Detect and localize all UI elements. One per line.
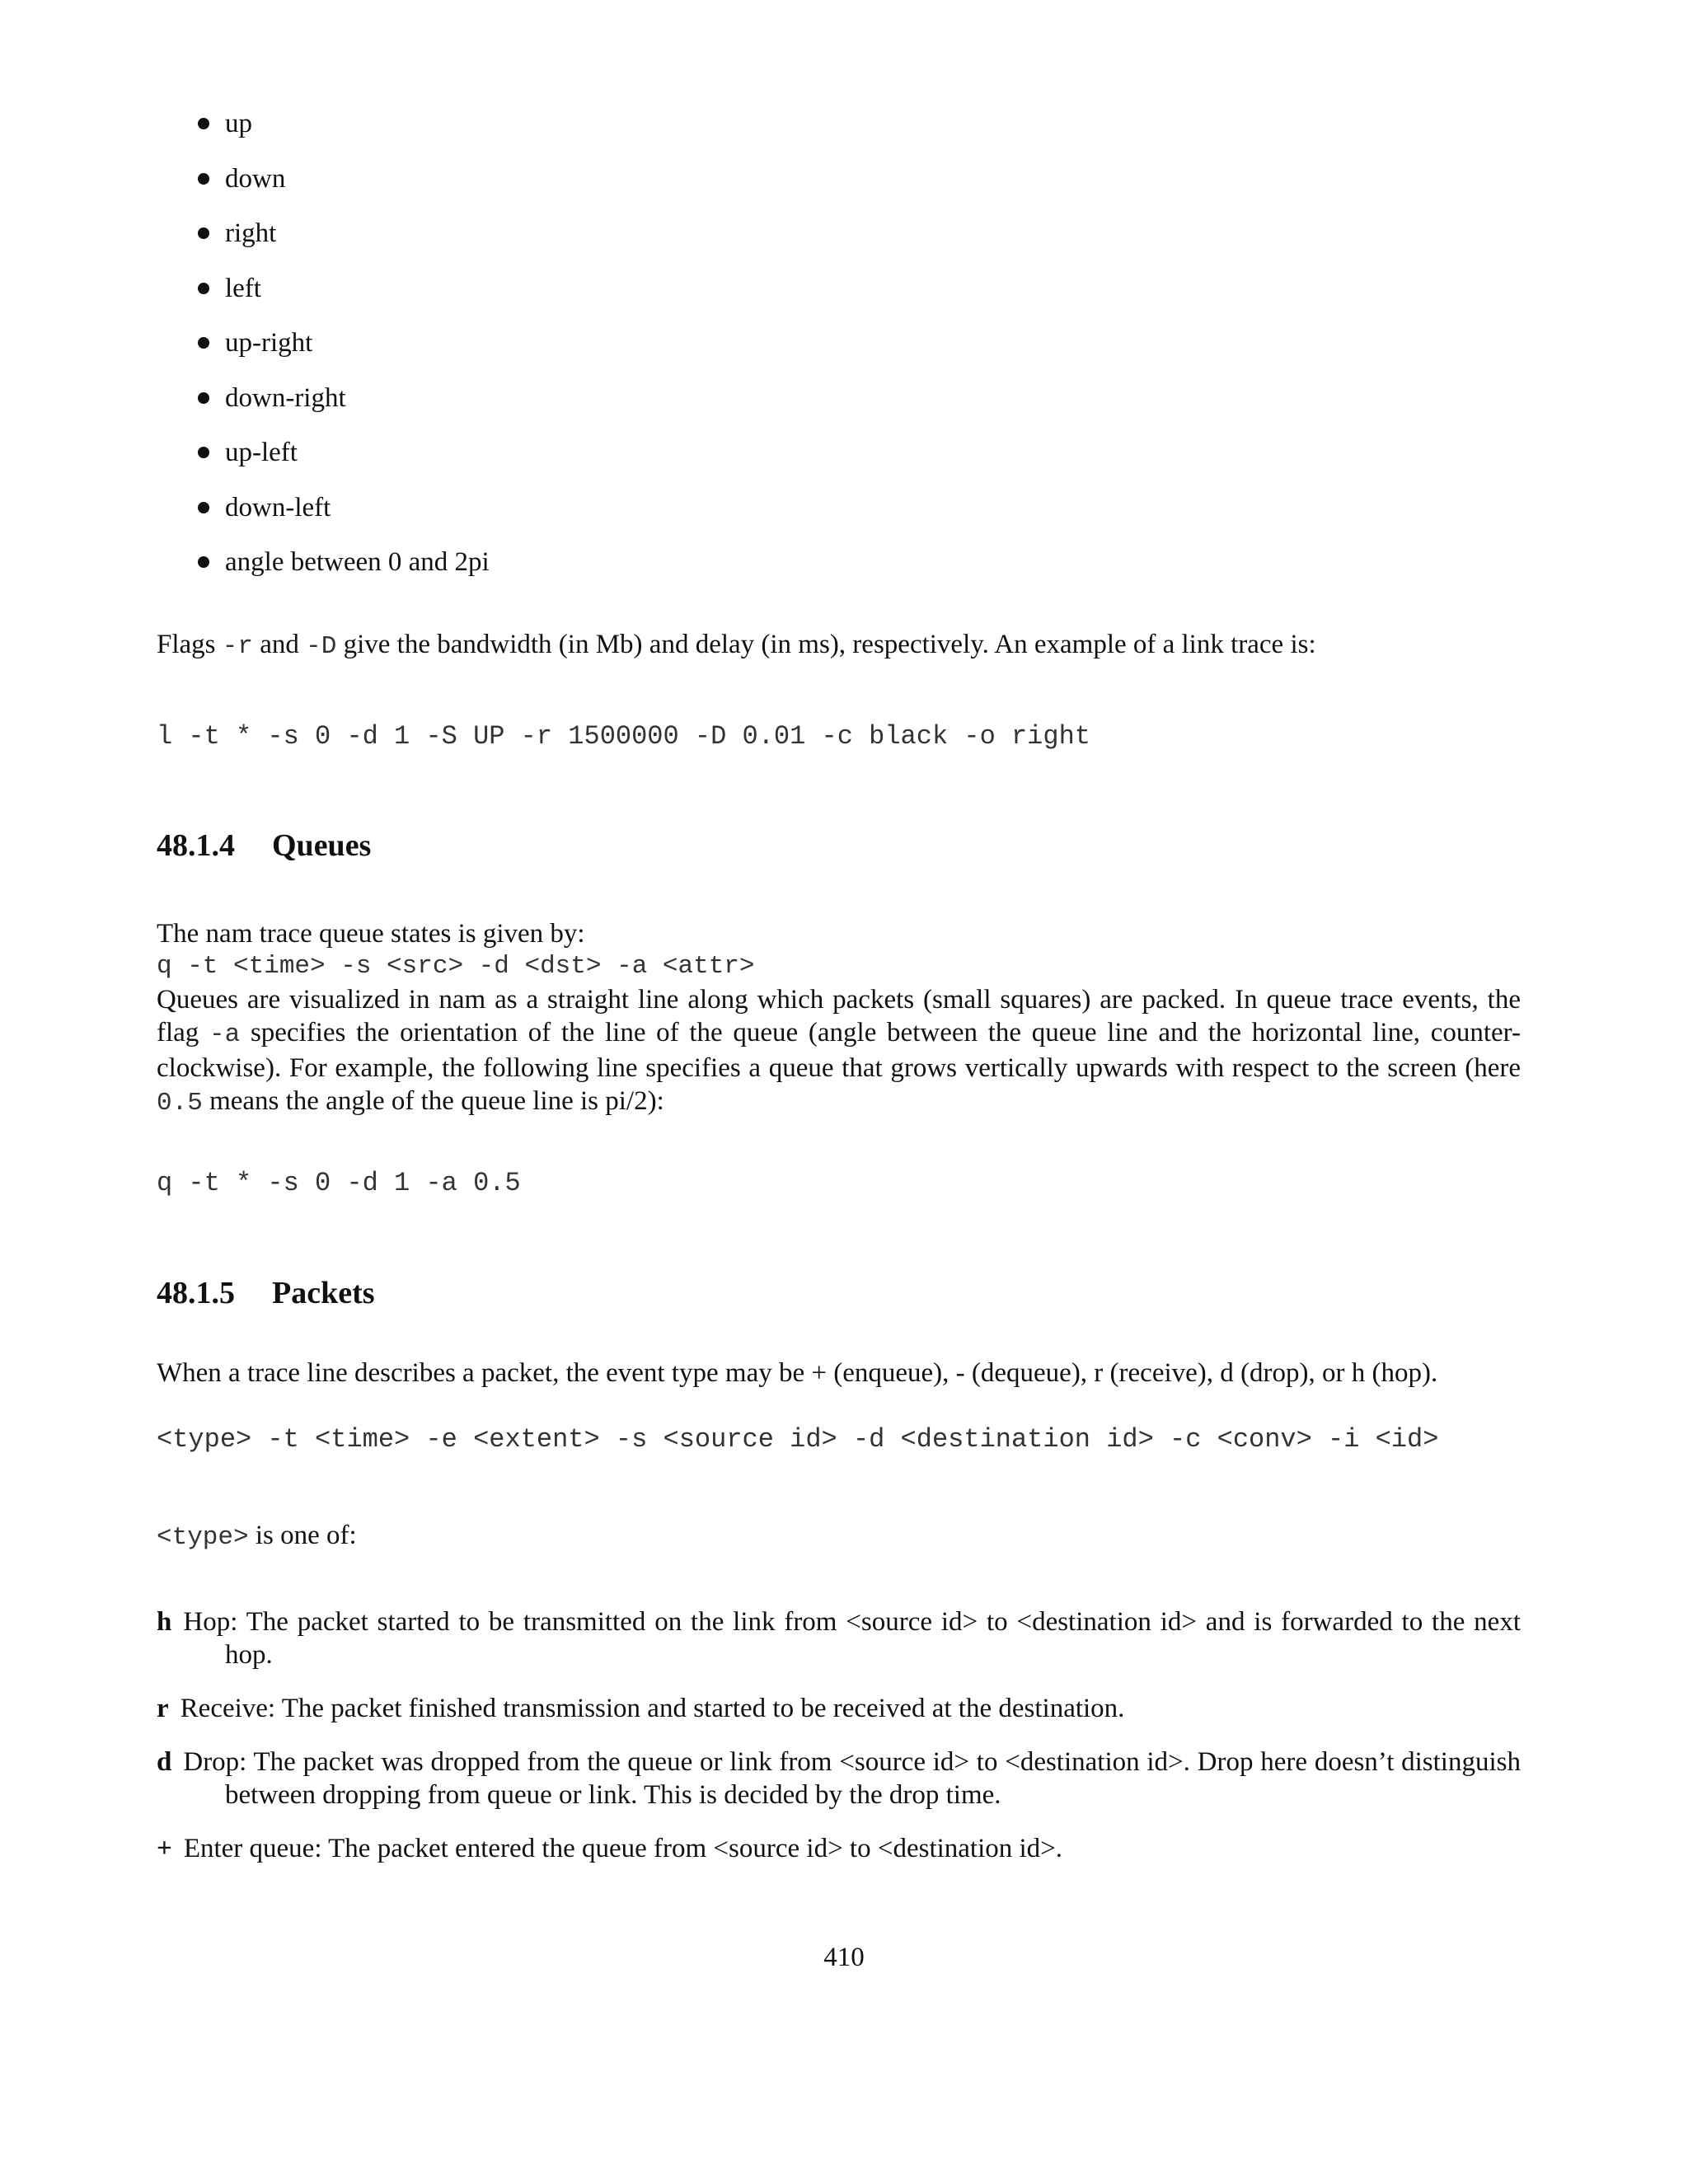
list-item-text: left (225, 273, 261, 303)
bullet-icon (198, 502, 209, 513)
bullet-icon (198, 227, 209, 239)
section-number: 48.1.4 (157, 828, 235, 863)
direction-list (198, 107, 490, 601)
type-entry-content (157, 1832, 1521, 1865)
list-item (198, 436, 490, 491)
type-entry-content (157, 1605, 1521, 1671)
queues-paragraph (157, 917, 1521, 1120)
packet-syntax: <type> -t <time> -e <extent> -s <source id> -d <destination id> -c <conv> -i <id> (157, 1424, 1439, 1455)
text-run: give the bandwidth (in Mb) and delay (in ms), respectively. An example of a link trace is: (336, 630, 1316, 659)
section-heading-packets (157, 1274, 1521, 1312)
list-item-text: up-right (225, 328, 313, 358)
queue-trace-example: q -t * -s 0 -d 1 -a 0.5 (157, 1168, 521, 1198)
text-run: specifies the orientation of the line of the queue (angle between the queue line and the horizontal line, counter-clockwise). For example, the following line specifies a queue that grows vertically upwards with respect to the screen (here (157, 1018, 1521, 1083)
queue-syntax: q -t <time> -s <src> -d <dst> -a <attr> (157, 952, 755, 981)
type-entry-enqueue (157, 1832, 1521, 1865)
type-term: d (157, 1747, 172, 1777)
text-run: is one of: (248, 1521, 357, 1550)
section-heading-queues (157, 827, 1521, 865)
queue-description (157, 983, 1521, 1120)
type-term: h (157, 1607, 172, 1637)
type-entry-content (157, 1692, 1521, 1725)
list-item-text: up (225, 109, 252, 138)
list-item-text: down-right (225, 382, 346, 413)
type-entry-drop (157, 1746, 1521, 1811)
list-item-text: down-left (225, 492, 331, 523)
list-item (198, 326, 490, 382)
section-number: 48.1.5 (157, 1276, 235, 1310)
text-line: The nam trace queue states is given by: (157, 919, 585, 949)
list-item-text: down (225, 163, 286, 194)
type-description: Hop: The packet started to be transmitted on the link from <source id> to <destination id> and is forwarded to the next hop. (183, 1607, 1521, 1670)
bullet-icon (198, 118, 209, 129)
type-term: r (157, 1694, 169, 1723)
list-item (198, 107, 490, 162)
bullet-icon (198, 173, 209, 185)
list-item (198, 382, 490, 437)
link-trace-example: l -t * -s 0 -d 1 -S UP -r 1500000 -D 0.01 -c black -o right (157, 721, 1090, 752)
type-entry-hop (157, 1605, 1521, 1671)
type-term: + (157, 1834, 172, 1863)
flag-code: -D (306, 632, 337, 661)
page-number: 410 (823, 1943, 865, 1972)
section-title: Packets (272, 1276, 375, 1310)
list-item (198, 491, 490, 546)
list-item-text: right (225, 218, 277, 248)
bullet-icon (198, 447, 209, 458)
type-description: Drop: The packet was dropped from the queue or link from <source id> to <destination id>. Drop here doesn’t distinguish between dropping from queue or link. This is decided by the drop time. (183, 1747, 1521, 1810)
type-description: Receive: The packet finished transmission and started to be received at the destination. (180, 1694, 1125, 1723)
flag-code: -r (222, 632, 253, 661)
type-description: Enter queue: The packet entered the queue from <source id> to <destination id>. (183, 1834, 1063, 1863)
text-run: means the angle of the queue line is pi/2): (202, 1086, 664, 1116)
section-title: Queues (272, 828, 372, 863)
bullet-icon (198, 337, 209, 349)
type-code: <type> (157, 1523, 249, 1552)
text-run: and (252, 630, 307, 659)
list-item (198, 546, 490, 601)
text-run: Queues are visualized in nam as a straight line along which packets (small squares) are packed. In queue trace events, the flag (157, 985, 1521, 1047)
type-entry-receive (157, 1692, 1521, 1725)
value-code: 0.5 (157, 1089, 203, 1118)
list-item (198, 272, 490, 327)
bullet-icon (198, 556, 209, 568)
list-item-text: angle between 0 and 2pi (225, 547, 490, 577)
type-entry-content (157, 1746, 1521, 1811)
bullet-icon (198, 392, 209, 404)
flag-code: -a (209, 1020, 241, 1049)
flags-paragraph (157, 628, 1521, 663)
list-item-text: up-left (225, 438, 298, 467)
bullet-icon (198, 283, 209, 294)
text-run: Flags (157, 630, 223, 659)
list-item (198, 217, 490, 272)
list-item (198, 162, 490, 218)
type-intro (157, 1519, 1521, 1554)
packets-paragraph: When a trace line describes a packet, the event type may be + (enqueue), - (dequeue), r (receive), d (drop), or h (hop). (157, 1358, 1438, 1388)
